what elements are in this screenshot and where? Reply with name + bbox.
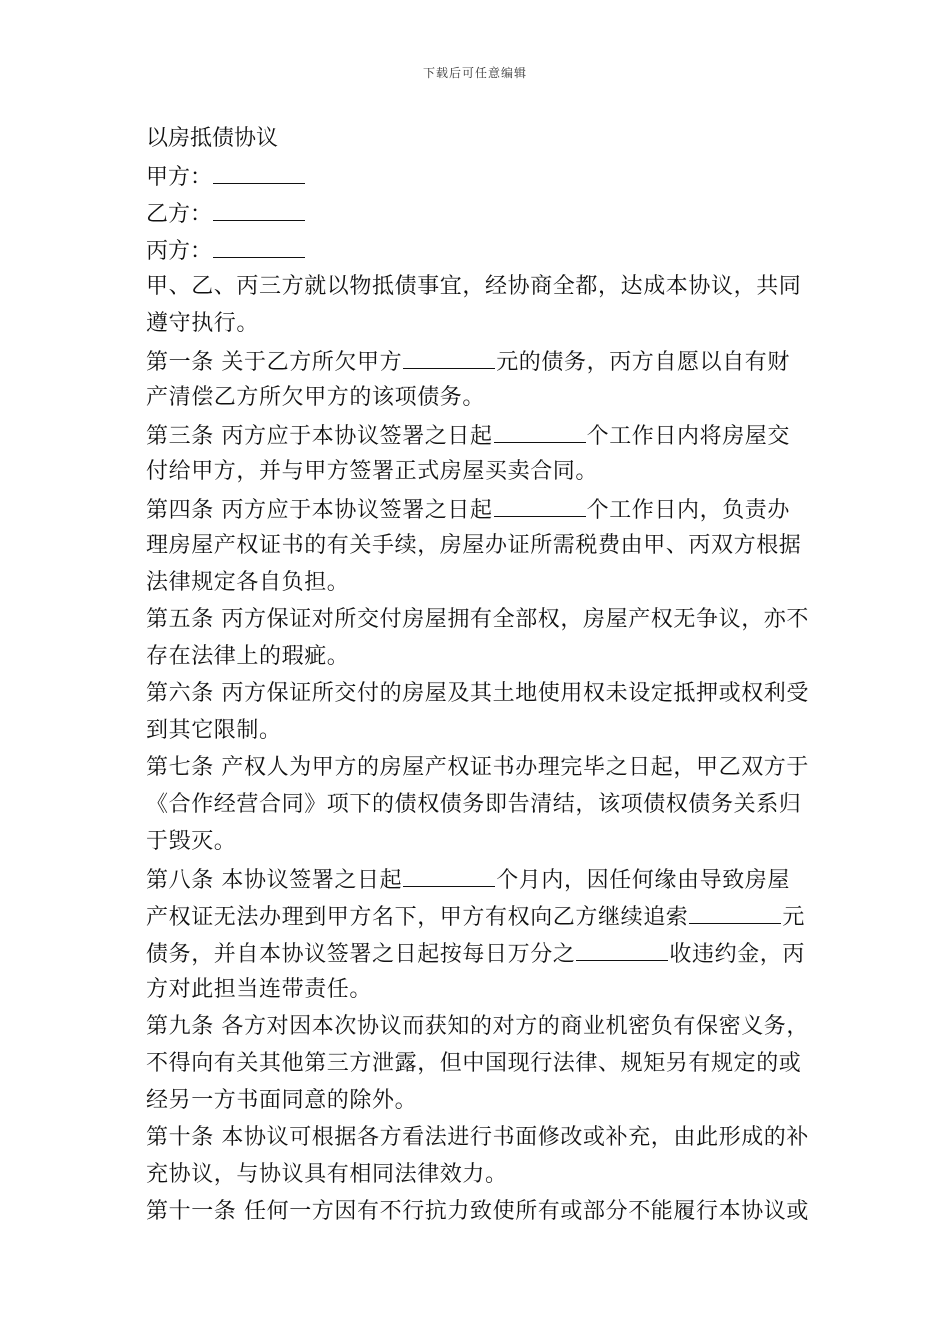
- article-9-line-1: 第九条 各方对因本次协议而获知的对方的商业机密负有保密义务，: [146, 1014, 809, 1039]
- article-7-line-3: 于毁灭。: [146, 829, 237, 854]
- article-8-text-a: 第八条 本协议签署之日起: [146, 868, 403, 893]
- party-a-blank: [213, 157, 305, 184]
- article-4-line-3: 法律规定各自负担。: [146, 570, 350, 595]
- article-8-line-2: [146, 897, 812, 934]
- article-10-line-2: 充协议，与协议具有相同法律效力。: [146, 1162, 508, 1187]
- document-body: [146, 120, 812, 1230]
- article-8-amount-blank: [689, 897, 781, 924]
- article-8-text-d: 元: [782, 905, 806, 930]
- article-8-line-3: [146, 934, 812, 971]
- intro-line-1: 甲、乙、丙三方就以物抵债事宜，经协商全都，达成本协议，共同: [146, 274, 802, 299]
- document-title: 以房抵债协议: [146, 126, 279, 151]
- article-3-line-1: [146, 416, 812, 453]
- article-8-line-1: [146, 860, 812, 897]
- article-4-text-b: 个工作日内，负责办: [586, 498, 791, 523]
- article-7-line-2: 《合作经营合同》项下的债权债务即告清结，该项债权债务关系归: [146, 792, 802, 817]
- party-c-label: 丙方：: [146, 239, 213, 264]
- article-9-line-2: 不得向有关其他第三方泄露，但中国现行法律、规矩另有规定的或: [146, 1051, 802, 1076]
- article-11-line-1: 第十一条 任何一方因有不行抗力致使所有或部分不能履行本协议或: [146, 1199, 809, 1224]
- article-8-text-c: 产权证无法办理到甲方名下，甲方有权向乙方继续追索: [146, 905, 689, 930]
- party-b-label: 乙方：: [146, 202, 213, 227]
- party-a-line: [146, 157, 812, 194]
- article-5-line-2: 存在法律上的瑕疵。: [146, 644, 350, 669]
- party-b-blank: [213, 194, 305, 221]
- article-4-text-a: 第四条 丙方应于本协议签署之日起: [146, 498, 493, 523]
- article-6-line-2: 到其它限制。: [146, 718, 282, 743]
- page-header-note: 下载后可任意编辑: [422, 66, 527, 80]
- article-4-line-1: [146, 490, 812, 527]
- article-3-text-a: 第三条 丙方应于本协议签署之日起: [146, 424, 493, 449]
- article-1-text-a: 第一条 关于乙方所欠甲方: [146, 350, 403, 375]
- article-1-text-b: 元的债务，丙方自愿以自有财: [496, 350, 791, 375]
- article-4-days-blank: [494, 490, 586, 517]
- article-3-days-blank: [494, 416, 586, 443]
- party-a-label: 甲方：: [146, 165, 213, 190]
- article-4-line-2: 理房屋产权证书的有关手续，房屋办证所需税费由甲、丙双方根据: [146, 533, 802, 558]
- article-10-line-1: 第十条 本协议可根据各方看法进行书面修改或补充，由此形成的补: [146, 1125, 809, 1150]
- article-1-line-1: [146, 342, 812, 379]
- party-c-line: [146, 231, 812, 268]
- party-b-line: [146, 194, 812, 231]
- party-c-blank: [213, 231, 305, 258]
- article-1-line-2: 产清偿乙方所欠甲方的该项债务。: [146, 385, 486, 410]
- article-5-line-1: 第五条 丙方保证对所交付房屋拥有全部权，房屋产权无争议，亦不: [146, 607, 809, 632]
- article-8-text-e: 债务，并自本协议签署之日起按每日万分之: [146, 942, 576, 967]
- article-8-months-blank: [403, 860, 495, 887]
- article-3-line-2: 付给甲方，并与甲方签署正式房屋买卖合同。: [146, 459, 599, 484]
- article-6-line-1: 第六条 丙方保证所交付的房屋及其土地使用权未设定抵押或权利受: [146, 681, 809, 706]
- article-3-text-b: 个工作日内将房屋交: [586, 424, 791, 449]
- article-8-line-4: 方对此担当连带责任。: [146, 977, 373, 1002]
- intro-line-2: 遵守执行。: [146, 311, 260, 336]
- article-8-text-f: 收违约金，丙: [669, 942, 806, 967]
- article-9-line-3: 经另一方书面同意的除外。: [146, 1088, 418, 1113]
- article-8-text-b: 个月内，因任何缘由导致房屋: [496, 868, 791, 893]
- article-7-line-1: 第七条 产权人为甲方的房屋产权证书办理完毕之日起，甲乙双方于: [146, 755, 809, 780]
- article-8-rate-blank: [576, 934, 668, 961]
- article-1-amount-blank: [403, 342, 495, 369]
